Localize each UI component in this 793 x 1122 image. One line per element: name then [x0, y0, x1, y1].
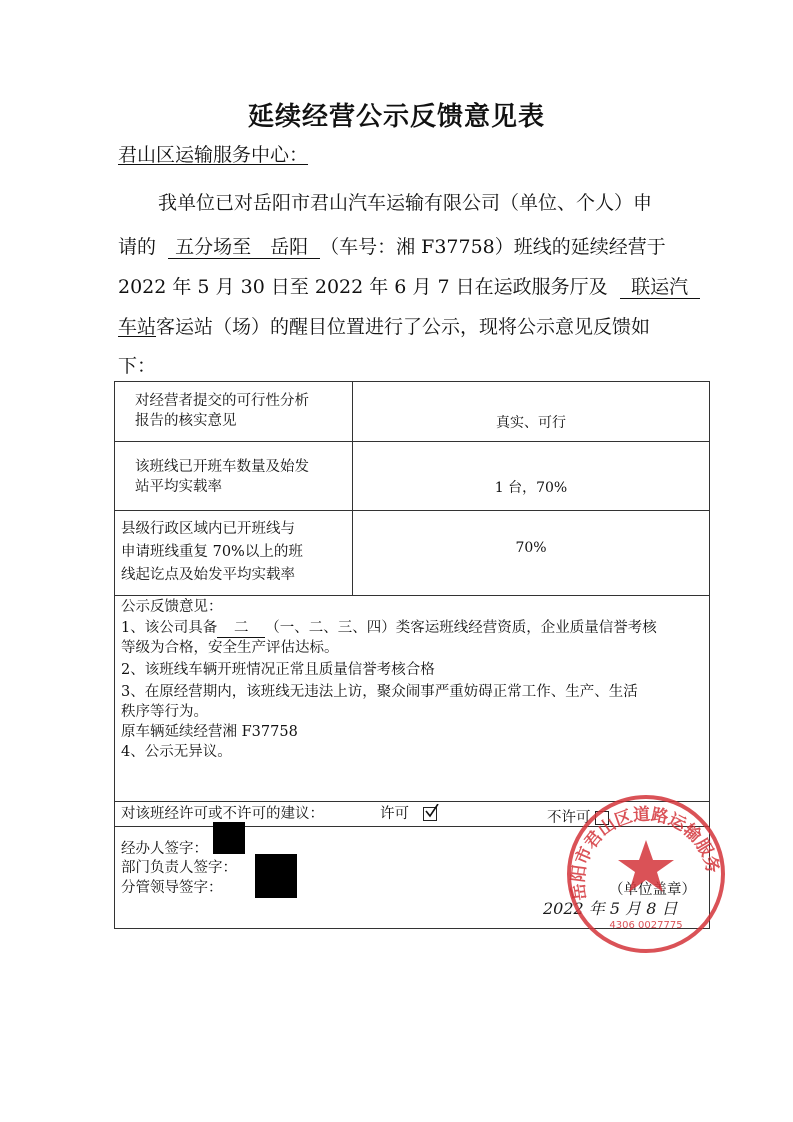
paragraph-line-3: 2022 年 5 月 30 日至 2022 年 6 月 7 日在运政服务厅及 联运汽 [118, 272, 700, 299]
handler-signature-label: 经办人签字： [121, 841, 208, 857]
feedback-line-4: 3、在原经营期内，该班线无违法上访，聚众闹事严重妨碍正常工作、生产、生活 [121, 684, 638, 700]
station-name-part2: 车站 [118, 316, 157, 338]
route-to: 岳阳 [258, 236, 320, 259]
star-icon [618, 840, 674, 892]
official-seal-stamp [566, 794, 726, 954]
paragraph-line-1: 我单位已对岳阳市君山汽车运输有限公司（单位、个人）申 [158, 192, 653, 214]
paragraph-line-2: 请的 五分场至 岳阳 （车号：湘 F37758）班线的延续经营于 [118, 236, 666, 258]
feedback-line-1: 1、该公司具备 二 （一、二、三、四）类客运班线经营资质，企业质量信誉考核 [121, 620, 657, 636]
row1-label: 对经营者提交的可行性分析 报告的核实意见 [135, 393, 309, 429]
suggestion-label: 对该班经许可或不许可的建议： [121, 806, 324, 822]
svg-text:岳阳市君山区道路运输服务: 岳阳市君山区道路运输服务 [568, 804, 723, 902]
row2-label: 该班线已开班车数量及始发 站平均实载率 [135, 459, 309, 495]
svg-text:4306 0027775: 4306 0027775 [609, 920, 683, 931]
leader-signature-label: 分管领导签字： [121, 880, 223, 896]
row2-value: 1 台，70% [494, 480, 568, 496]
feedback-line-2: 等级为合格，安全生产评估达标。 [121, 640, 339, 656]
unit-seal-label: （单位盖章） [609, 882, 696, 898]
row3-label: 县级行政区域内已开班线与 申请班线重复 70%以上的班 线起讫点及始发平均实载率 [121, 521, 303, 583]
station-name-part1: 联运汽 [620, 276, 700, 299]
permit-checkbox[interactable] [423, 807, 437, 821]
paragraph-line-4: 车站客运站（场）的醒目位置进行了公示，现将公示意见反馈如 [118, 316, 651, 338]
feedback-line-3: 2、该班线车辆开班情况正常且质量信誉考核合格 [121, 662, 435, 678]
feedback-line-7: 4、公示无异议。 [121, 744, 232, 760]
redacted-signature-dept-head [255, 854, 297, 898]
route-from: 五分场至 [168, 236, 258, 259]
row1-value: 真实、可行 [496, 415, 566, 431]
dept-head-signature-label: 部门负责人签字： [121, 860, 237, 876]
handwritten-date: 2022 年 5 月 8 日 [543, 899, 678, 918]
check-mark-icon [425, 804, 439, 818]
deny-option: 不许可 [547, 809, 609, 828]
redacted-signature-handler [213, 822, 245, 854]
row3-value: 70% [515, 540, 547, 556]
permit-option: 许可 [380, 805, 437, 824]
document-title: 延续经营公示反馈意见表 [247, 102, 545, 132]
feedback-heading: 公示反馈意见： [121, 599, 223, 615]
feedback-line-5: 秩序等行为。 [121, 704, 208, 720]
addressee: 君山区运输服务中心： [118, 144, 309, 166]
paragraph-line-5: 下： [118, 355, 157, 377]
feedback-line-6: 原车辆延续经营湘 F37758 [121, 724, 298, 740]
